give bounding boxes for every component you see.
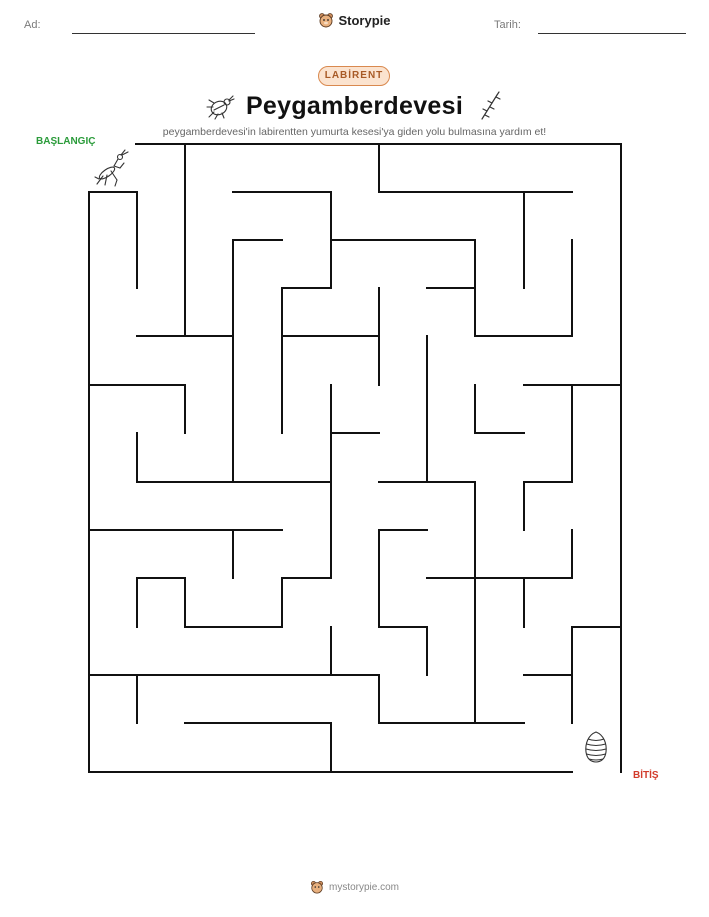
page-title: Peygamberdevesi [245,92,464,120]
instructions: peygamberdevesi'in labirentten yumurta kesesi'ya giden yolu bulmasına yardım et! [162,126,547,138]
footer [0,880,709,894]
activity-badge: LABİRENT [318,66,390,86]
name-label: Ad: [24,19,41,31]
egg-case-icon [583,730,609,764]
end-label: BİTİŞ [633,770,659,781]
footer-website[interactable]: mystorypie.com [328,881,399,893]
brand-name: Storypie [338,12,391,28]
start-label: BAŞLANGIÇ [36,136,96,147]
date-label: Tarih: [494,19,521,31]
praying-mantis-icon [93,149,133,189]
bear-mascot-icon [310,880,324,894]
